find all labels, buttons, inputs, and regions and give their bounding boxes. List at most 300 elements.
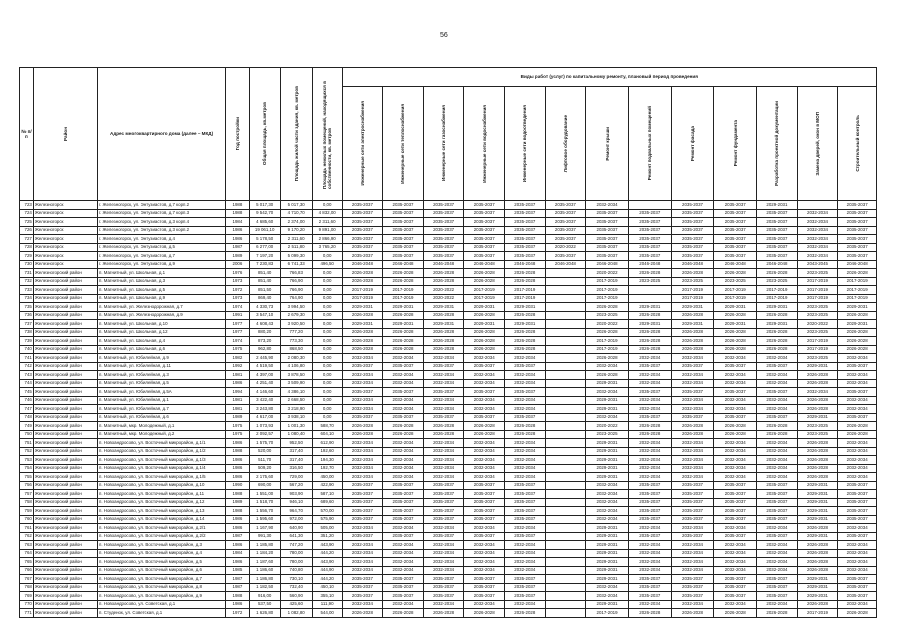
cell-district: Железногорский район	[33, 354, 97, 363]
cell-facade: 2032-2034	[671, 600, 714, 609]
cell-doors-windows: 2032-2034	[797, 388, 838, 397]
cell-nonliving-area: 612,90	[312, 439, 342, 448]
cell-living-area: 766,83	[280, 269, 312, 278]
cell-foundation: 2032-2034	[714, 379, 757, 388]
cell-nonliving-area: 587,10	[312, 490, 342, 499]
cell-doors-windows: 2026-2028	[797, 541, 838, 550]
cell-build-year: 1986	[226, 226, 250, 235]
cell-doors-windows: 2017-2019	[797, 345, 838, 354]
cell-basement: 2026-2028	[628, 337, 671, 346]
cell-living-area: 766,90	[280, 286, 312, 295]
cell-electric: 2017-2019	[342, 294, 383, 303]
cell-construction-control: 2026-2028	[838, 430, 877, 439]
column-header-elevator: Лифтовое оборудование	[545, 87, 586, 201]
cell-row-number: 744	[20, 379, 34, 388]
cell-water: 2035-2037	[464, 235, 505, 244]
column-header-total-area: Общая площадь, кв.метров	[249, 68, 280, 201]
cell-living-area: 2 080,30	[280, 354, 312, 363]
cell-water: 2032-2034	[464, 600, 505, 609]
cell-construction-control: 2035-2037	[838, 592, 877, 601]
cell-row-number: 754	[20, 464, 34, 473]
cell-roof: 2029-2031	[586, 558, 629, 567]
table-row	[20, 473, 877, 482]
cell-district: Железногорский район	[33, 481, 97, 490]
cell-nonliving-area: 0,00	[312, 286, 342, 295]
cell-district: Железногорский район	[33, 269, 97, 278]
cell-row-number: 725	[20, 218, 34, 227]
cell-water: 2035-2037	[464, 243, 505, 252]
cell-elevator	[545, 328, 586, 337]
cell-address: п. Новоандросово, ул. Восточный микрорайон, д.1/3	[97, 456, 225, 465]
table-row	[20, 235, 877, 244]
works-group-header: Виды работ (услуг) по капитальному ремонту, плановый период проведения	[342, 68, 876, 87]
cell-elevator	[545, 345, 586, 354]
table-row	[20, 337, 877, 346]
cell-nonliving-area: 444,20	[312, 549, 342, 558]
cell-row-number: 730	[20, 260, 34, 269]
cell-design-docs: 2032-2034	[757, 354, 798, 363]
cell-electric: 2035-2037	[342, 481, 383, 490]
cell-facade: 2035-2037	[671, 201, 714, 210]
table-row	[20, 524, 877, 533]
cell-electric: 2032-2034	[342, 405, 383, 414]
cell-gas: 2032-2034	[423, 464, 464, 473]
cell-heating: 2035-2037	[383, 201, 424, 210]
cell-district: Железногорский район	[33, 294, 97, 303]
cell-total-area: 19 061,10	[249, 226, 280, 235]
cell-doors-windows: 2026-2028	[797, 379, 838, 388]
cell-roof: 2029-2031	[586, 549, 629, 558]
cell-heating: 2035-2037	[383, 583, 424, 592]
cell-design-docs: 2032-2034	[757, 558, 798, 567]
cell-basement: 2029-2031	[628, 303, 671, 312]
cell-doors-windows: 2023-2025	[797, 303, 838, 312]
cell-construction-control: 2032-2034	[838, 379, 877, 388]
cell-foundation: 2032-2034	[714, 524, 757, 533]
cell-address: п. Магнитный, ул. Юбилейная, д.5	[97, 379, 225, 388]
cell-facade: 2029-2031	[671, 303, 714, 312]
cell-drainage: 2026-2028	[504, 609, 545, 618]
column-header-water: Инженерные сети водоснабжения	[464, 87, 505, 201]
cell-electric: 2026-2028	[342, 430, 383, 439]
cell-basement: 2035-2037	[628, 235, 671, 244]
cell-doors-windows: 2023-2025	[797, 422, 838, 431]
cell-basement: 2035-2037	[628, 575, 671, 584]
cell-living-area: 3 920,50	[280, 320, 312, 329]
cell-nonliving-area: 505,00	[312, 524, 342, 533]
cell-doors-windows: 2026-2028	[797, 566, 838, 575]
cell-row-number: 734	[20, 294, 34, 303]
cell-address: г. Железногорск, ул. Энтузиастов, д.7	[97, 252, 225, 261]
cell-heating: 2032-2034	[383, 456, 424, 465]
cell-basement: 2026-2028	[628, 422, 671, 431]
cell-nonliving-area: 422,90	[312, 481, 342, 490]
cell-row-number: 728	[20, 243, 34, 252]
cell-water: 2035-2037	[464, 226, 505, 235]
cell-roof: 2035-2037	[586, 252, 629, 261]
cell-facade: 2032-2034	[671, 447, 714, 456]
cell-doors-windows: 2029-2031	[797, 532, 838, 541]
cell-water: 2035-2037	[464, 498, 505, 507]
cell-drainage: 2032-2034	[504, 549, 545, 558]
cell-basement: 2032-2034	[628, 405, 671, 414]
cell-elevator	[545, 464, 586, 473]
cell-district: Железногорск	[33, 252, 97, 261]
table-row	[20, 269, 877, 278]
table-row	[20, 362, 877, 371]
table-row	[20, 481, 877, 490]
cell-foundation: 2035-2037	[714, 532, 757, 541]
cell-design-docs: 2035-2037	[757, 226, 798, 235]
cell-row-number: 729	[20, 252, 34, 261]
cell-total-area: 916,00	[249, 592, 280, 601]
cell-roof: 2017-2019	[586, 609, 629, 618]
cell-build-year: 1986	[226, 473, 250, 482]
table-row	[20, 532, 877, 541]
cell-total-area: 880,20	[249, 328, 280, 337]
cell-build-year: 1989	[226, 252, 250, 261]
cell-design-docs: 2026-2028	[757, 337, 798, 346]
cell-district: Железногорский район	[33, 532, 97, 541]
cell-foundation: 2035-2037	[714, 481, 757, 490]
cell-total-area: 5 178,50	[249, 235, 280, 244]
cell-design-docs: 2026-2028	[757, 430, 798, 439]
cell-doors-windows: 2032-2034	[797, 218, 838, 227]
cell-design-docs: 2032-2034	[757, 456, 798, 465]
cell-district: Железногорский район	[33, 430, 97, 439]
cell-facade: 2026-2028	[671, 422, 714, 431]
cell-total-area: 1 167,90	[249, 524, 280, 533]
cell-address: п. Магнитный, ул. Школьная, д.5	[97, 286, 225, 295]
cell-build-year: 1985	[226, 566, 250, 575]
cell-construction-control: 2035-2037	[838, 362, 877, 371]
cell-facade: 2032-2034	[671, 524, 714, 533]
cell-basement: 2046-2048	[628, 260, 671, 269]
column-header-district: Район	[33, 68, 97, 201]
cell-living-area: 2 311,60	[280, 235, 312, 244]
cell-drainage: 2032-2034	[504, 371, 545, 380]
cell-foundation: 2023-2025	[714, 277, 757, 286]
cell-gas: 2035-2037	[423, 388, 464, 397]
table-row	[20, 405, 877, 414]
cell-design-docs: 2032-2034	[757, 566, 798, 575]
cell-foundation: 2032-2034	[714, 405, 757, 414]
cell-gas: 2026-2028	[423, 269, 464, 278]
capital-repair-table	[19, 67, 877, 618]
cell-build-year: 1984	[226, 218, 250, 227]
cell-electric: 2035-2037	[342, 235, 383, 244]
cell-water: 2035-2037	[464, 362, 505, 371]
cell-heating: 2026-2028	[383, 277, 424, 286]
cell-roof: 2032-2034	[586, 592, 629, 601]
cell-district: Железногорский район	[33, 456, 97, 465]
cell-district: Железногорский район	[33, 286, 97, 295]
cell-gas: 2032-2034	[423, 354, 464, 363]
cell-row-number: 767	[20, 575, 34, 584]
cell-design-docs: 2032-2034	[757, 396, 798, 405]
cell-elevator	[545, 430, 586, 439]
table-row	[20, 464, 877, 473]
cell-facade: 2029-2031	[671, 320, 714, 329]
cell-drainage: 2026-2028	[504, 337, 545, 346]
cell-nonliving-area: 444,20	[312, 575, 342, 584]
cell-heating: 2035-2037	[383, 592, 424, 601]
cell-construction-control: 2035-2037	[838, 532, 877, 541]
cell-total-area: 4 397,00	[249, 371, 280, 380]
cell-doors-windows: 2029-2031	[797, 507, 838, 516]
cell-nonliving-area: 450,00	[312, 473, 342, 482]
cell-row-number: 755	[20, 473, 34, 482]
cell-doors-windows: 2017-2019	[797, 286, 838, 295]
cell-electric: 2035-2037	[342, 413, 383, 422]
cell-electric: 2032-2034	[342, 566, 383, 575]
cell-gas: 2035-2037	[423, 490, 464, 499]
cell-gas: 2035-2037	[423, 515, 464, 524]
cell-total-area: 1 073,93	[249, 422, 280, 431]
cell-water: 2032-2034	[464, 566, 505, 575]
cell-elevator	[545, 609, 586, 618]
cell-construction-control: 2032-2034	[838, 371, 877, 380]
cell-doors-windows: 2026-2028	[797, 549, 838, 558]
cell-total-area: 991,30	[249, 532, 280, 541]
cell-electric: 2035-2037	[342, 532, 383, 541]
cell-basement: 2032-2034	[628, 473, 671, 482]
cell-design-docs: 2029-2031	[757, 320, 798, 329]
cell-construction-control: 2026-2028	[838, 269, 877, 278]
cell-district: Железногорск	[33, 201, 97, 210]
cell-water: 2035-2037	[464, 481, 505, 490]
cell-row-number: 759	[20, 507, 34, 516]
cell-row-number: 738	[20, 328, 34, 337]
cell-drainage: 2026-2028	[504, 277, 545, 286]
cell-address: п. Магнитный, ул. Школьная, д.4	[97, 337, 225, 346]
cell-address: п. Новоандросово, ул. Восточный микрорайон, д.6	[97, 566, 225, 575]
cell-row-number: 770	[20, 600, 34, 609]
cell-electric: 2032-2034	[342, 473, 383, 482]
cell-living-area: 952,50	[280, 439, 312, 448]
cell-living-area: 4 106,80	[280, 362, 312, 371]
cell-drainage: 2035-2037	[504, 388, 545, 397]
cell-gas: 2026-2028	[423, 328, 464, 337]
cell-address: п. Магнитный, ул. Школьная, д.3	[97, 277, 225, 286]
cell-address: п. Магнитный, ул. Юбилейная, д.6	[97, 413, 225, 422]
cell-facade: 2035-2037	[671, 592, 714, 601]
cell-elevator: 2035-2037	[545, 226, 586, 235]
cell-foundation: 2032-2034	[714, 371, 757, 380]
cell-total-area: 2 175,60	[249, 473, 280, 482]
cell-living-area: 780,00	[280, 558, 312, 567]
cell-total-area: 7 230,83	[249, 260, 280, 269]
cell-elevator	[545, 286, 586, 295]
cell-roof: 2029-2031	[586, 566, 629, 575]
cell-nonliving-area: 192,60	[312, 447, 342, 456]
cell-heating: 2026-2028	[383, 337, 424, 346]
cell-living-area: 5 099,30	[280, 252, 312, 261]
cell-district: Железногорск	[33, 226, 97, 235]
cell-doors-windows: 2020-2022	[797, 320, 838, 329]
cell-foundation: 2032-2034	[714, 456, 757, 465]
cell-elevator	[545, 277, 586, 286]
cell-elevator	[545, 498, 586, 507]
cell-nonliving-area: 0,00	[312, 294, 342, 303]
cell-roof: 2032-2034	[586, 413, 629, 422]
cell-build-year: 1992	[226, 362, 250, 371]
cell-roof: 2029-2031	[586, 541, 629, 550]
cell-total-area: 1 182,50	[249, 583, 280, 592]
cell-district: Железногорский район	[33, 439, 97, 448]
cell-build-year: 1981	[226, 405, 250, 414]
cell-basement	[628, 201, 671, 210]
table-row	[20, 600, 877, 609]
cell-total-area: 4 685,60	[249, 218, 280, 227]
cell-living-area: 3 509,90	[280, 379, 312, 388]
cell-basement: 2032-2034	[628, 549, 671, 558]
cell-basement: 2026-2028	[628, 311, 671, 320]
cell-address: г. Железногорск, ул. Энтузиастов, д.7 корп.3	[97, 209, 225, 218]
cell-doors-windows: 2029-2031	[797, 575, 838, 584]
cell-district: Железногорский район	[33, 337, 97, 346]
cell-electric: 2026-2028	[342, 311, 383, 320]
cell-doors-windows: 2023-2025	[797, 311, 838, 320]
cell-build-year: 1989	[226, 498, 250, 507]
cell-row-number: 724	[20, 209, 34, 218]
cell-living-area: 732,40	[280, 583, 312, 592]
cell-construction-control: 2035-2037	[838, 388, 877, 397]
cell-elevator: 2035-2037	[545, 218, 586, 227]
cell-heating: 2035-2037	[383, 209, 424, 218]
table-row	[20, 218, 877, 227]
cell-heating: 2035-2037	[383, 532, 424, 541]
cell-district: Железногорск	[33, 218, 97, 227]
cell-drainage: 2032-2034	[504, 456, 545, 465]
cell-gas: 2026-2028	[423, 430, 464, 439]
cell-elevator	[545, 490, 586, 499]
cell-construction-control: 2035-2037	[838, 243, 877, 252]
cell-total-area: 1 626,80	[249, 609, 280, 618]
cell-water: 2032-2034	[464, 439, 505, 448]
cell-basement	[628, 294, 671, 303]
cell-design-docs: 2035-2037	[757, 362, 798, 371]
cell-roof: 2026-2028	[586, 371, 629, 380]
cell-foundation: 2026-2028	[714, 430, 757, 439]
cell-design-docs: 2035-2037	[757, 388, 798, 397]
cell-facade: 2026-2028	[671, 269, 714, 278]
cell-gas: 2032-2034	[423, 456, 464, 465]
cell-address: п. Магнитный, мкр. Молодежный, д.2	[97, 430, 225, 439]
cell-facade: 2032-2034	[671, 456, 714, 465]
cell-water: 2032-2034	[464, 354, 505, 363]
cell-basement: 2035-2037	[628, 209, 671, 218]
cell-heating: 2032-2034	[383, 447, 424, 456]
cell-elevator	[545, 320, 586, 329]
cell-living-area: 946,10	[280, 498, 312, 507]
cell-basement: 2032-2034	[628, 439, 671, 448]
cell-foundation: 2026-2028	[714, 311, 757, 320]
cell-address: п. Новоандросово, ул. Восточный микрорайон, д.8	[97, 583, 225, 592]
cell-foundation: 2032-2034	[714, 473, 757, 482]
cell-roof: 2017-2019	[586, 277, 629, 286]
table-row	[20, 592, 877, 601]
cell-electric: 2035-2037	[342, 226, 383, 235]
cell-elevator	[545, 600, 586, 609]
cell-living-area: 3 994,50	[280, 303, 312, 312]
cell-address: г. Железногорск, ул. Энтузиастов, д.3 корп.4	[97, 218, 225, 227]
cell-roof: 2017-2019	[586, 345, 629, 354]
cell-facade: 2017-2019	[671, 286, 714, 295]
cell-district: Железногорский район	[33, 583, 97, 592]
cell-total-area: 3 547,10	[249, 311, 280, 320]
cell-heating: 2026-2028	[383, 328, 424, 337]
table-row	[20, 328, 877, 337]
cell-doors-windows: 2032-2034	[797, 252, 838, 261]
cell-facade: 2032-2034	[671, 405, 714, 414]
cell-address: п. Новоандросово, ул. Восточный микрорайон, д.14	[97, 515, 225, 524]
cell-living-area: 2 511,80	[280, 243, 312, 252]
cell-construction-control: 2032-2034	[838, 405, 877, 414]
cell-build-year: 1991	[226, 311, 250, 320]
cell-total-area: 7 197,20	[249, 252, 280, 261]
cell-basement: 2026-2028	[628, 609, 671, 618]
cell-row-number: 768	[20, 583, 34, 592]
cell-gas: 2026-2028	[423, 422, 464, 431]
cell-nonliving-area: 0,00	[312, 405, 342, 414]
cell-doors-windows: 2026-2028	[797, 396, 838, 405]
cell-facade: 2026-2028	[671, 328, 714, 337]
cell-address: п. Новоандросово, ул. Восточный микрорайон, д.1/4	[97, 464, 225, 473]
cell-heating: 2035-2037	[383, 235, 424, 244]
cell-address: п. Новоандросово, ул. Восточный микрорайон, д.3	[97, 541, 225, 550]
cell-design-docs: 2026-2028	[757, 328, 798, 337]
cell-electric: 2032-2034	[342, 524, 383, 533]
cell-doors-windows: 2026-2028	[797, 456, 838, 465]
cell-construction-control: 2035-2037	[838, 235, 877, 244]
cell-construction-control: 2032-2034	[838, 524, 877, 533]
cell-nonliving-area: 0,00	[312, 345, 342, 354]
cell-facade: 2035-2037	[671, 252, 714, 261]
cell-design-docs: 2032-2034	[757, 439, 798, 448]
cell-drainage: 2035-2037	[504, 507, 545, 516]
cell-address: п. Новоандросово, ул. Восточный микрорайон, д.4	[97, 549, 225, 558]
cell-design-docs: 2035-2037	[757, 235, 798, 244]
cell-row-number: 739	[20, 337, 34, 346]
cell-total-area: 4 251,40	[249, 379, 280, 388]
cell-district: Железногорский район	[33, 549, 97, 558]
cell-drainage: 2032-2034	[504, 447, 545, 456]
cell-district: Железногорский район	[33, 371, 97, 380]
cell-living-area: 740,80	[280, 566, 312, 575]
cell-doors-windows: 2026-2028	[797, 439, 838, 448]
table-row	[20, 413, 877, 422]
cell-build-year: 1986	[226, 235, 250, 244]
cell-drainage: 2035-2037	[504, 532, 545, 541]
cell-doors-windows: 2017-2019	[797, 277, 838, 286]
cell-electric: 2035-2037	[342, 243, 383, 252]
cell-gas: 2026-2028	[423, 609, 464, 618]
cell-basement: 2026-2028	[628, 269, 671, 278]
cell-gas: 2026-2028	[423, 337, 464, 346]
cell-doors-windows: 2026-2028	[797, 600, 838, 609]
cell-gas: 2020-2022	[423, 286, 464, 295]
cell-heating: 2017-2019	[383, 294, 424, 303]
cell-design-docs: 2035-2037	[757, 481, 798, 490]
cell-row-number: 723	[20, 201, 34, 210]
cell-drainage: 2029-2031	[504, 303, 545, 312]
cell-water: 2035-2037	[464, 507, 505, 516]
cell-basement: 2032-2034	[628, 371, 671, 380]
cell-build-year: 1973	[226, 294, 250, 303]
column-header-roof: Ремонт крыши	[586, 87, 629, 201]
cell-drainage: 2029-2031	[504, 320, 545, 329]
